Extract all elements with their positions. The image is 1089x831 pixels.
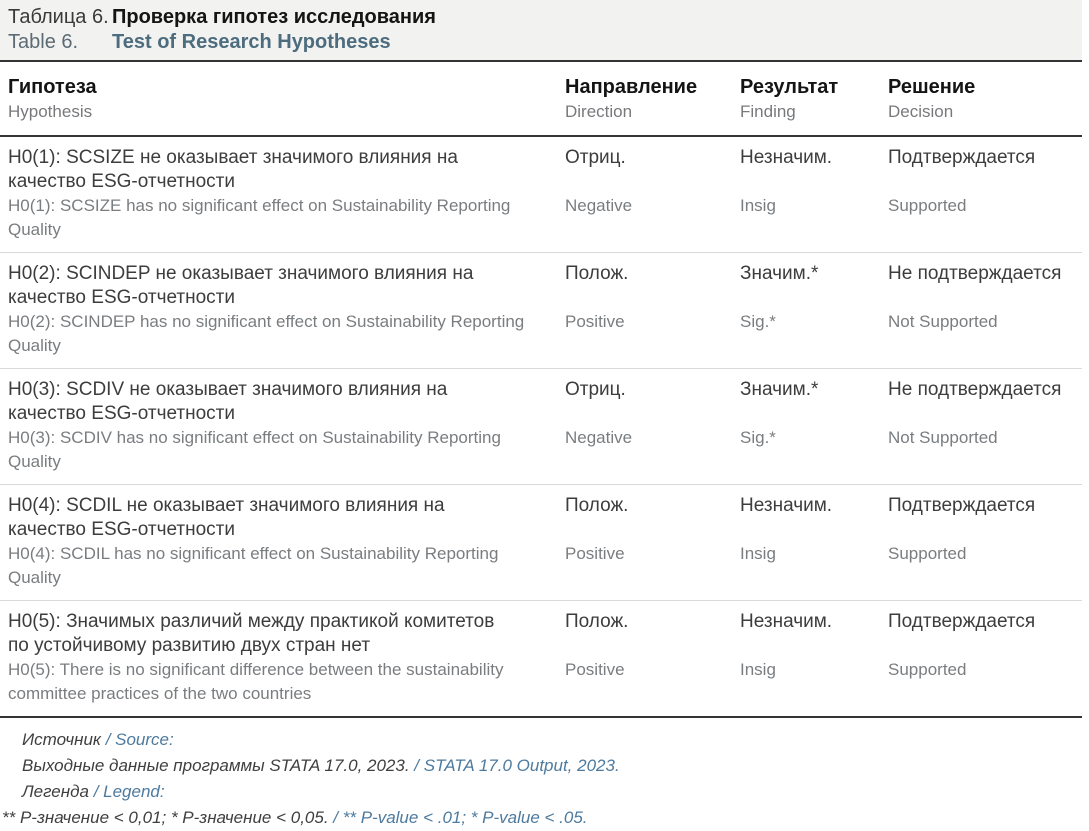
header-direction-en: Direction [565,102,633,121]
caption-line-ru [8,5,1082,30]
decision-ru: Подтверждается [888,147,1036,168]
table-header-row [0,62,1082,137]
table-row [0,369,1082,485]
direction-cell [565,610,740,706]
decision-cell [888,494,1082,590]
finding-en: Insig [740,660,776,679]
hypothesis-ru: H0(2): SCINDEP не оказывает значимого влияния на качество ESG-отчетности [8,263,474,308]
source-label-en: / Source: [105,730,174,749]
hypothesis-ru: H0(3): SCDIV не оказывает значимого влияния на качество ESG-отчетности [8,379,448,424]
decision-cell [888,378,1082,474]
finding-ru: Незначим. [740,611,833,632]
decision-en: Supported [888,660,967,679]
caption-label-ru: Таблица 6. [8,6,109,28]
finding-cell [740,378,888,474]
hypothesis-cell [0,146,565,242]
direction-ru: Отриц. [565,379,626,400]
header-decision-ru: Решение [888,76,976,98]
finding-ru: Значим.* [740,263,819,284]
finding-en: Insig [740,196,776,215]
finding-cell [740,494,888,590]
hypothesis-en: H0(3): SCDIV has no significant effect on Sustainability Reporting Quality [8,428,501,471]
legend-label-line [22,779,1082,805]
direction-en: Negative [565,196,633,215]
hypothesis-cell [0,262,565,358]
hypothesis-ru: H0(4): SCDIL не оказывает значимого влияния на качество ESG-отчетности [8,495,445,540]
hypotheses-table [0,62,1082,718]
caption-title-en: Test of Research Hypotheses [112,31,391,53]
direction-ru: Отриц. [565,147,626,168]
header-decision-en: Decision [888,102,954,121]
direction-en: Positive [565,544,625,563]
direction-cell [565,378,740,474]
decision-en: Supported [888,544,967,563]
finding-en: Sig.* [740,428,776,447]
direction-ru: Полож. [565,263,629,284]
header-finding [740,75,888,124]
finding-en: Sig.* [740,312,776,331]
hypothesis-cell [0,494,565,590]
finding-ru: Незначим. [740,495,833,516]
hypothesis-ru: H0(5): Значимых различий между практикой комитетов по устойчивому развитию двух стран нет [8,611,495,656]
decision-en: Not Supported [888,428,998,447]
table-row [0,253,1082,369]
legend-label-ru: Легенда [22,782,94,801]
header-finding-en: Finding [740,102,796,121]
direction-cell [565,262,740,358]
direction-ru: Полож. [565,495,629,516]
finding-cell [740,146,888,242]
caption-line-en [8,30,1082,55]
finding-ru: Незначим. [740,147,833,168]
decision-ru: Не подтверждается [888,263,1062,284]
hypothesis-ru: H0(1): SCSIZE не оказывает значимого влияния на качество ESG-отчетности [8,147,458,192]
table-row [0,601,1082,718]
decision-cell [888,262,1082,358]
finding-ru: Значим.* [740,379,819,400]
finding-en: Insig [740,544,776,563]
table-caption [0,0,1082,62]
legend-text-en: / ** P-value < .01; * P-value < .05. [328,808,588,827]
header-hypothesis [0,75,565,124]
direction-en: Positive [565,312,625,331]
hypothesis-en: H0(2): SCINDEP has no significant effect on Sustainability Reporting Quality [8,312,525,355]
legend-text-ru: ** P-значение < 0,01; * P-значение < 0,05. [2,808,329,827]
source-label-line [22,727,1082,753]
header-hypothesis-ru: Гипотеза [8,76,97,98]
table-row [0,485,1082,601]
source-text-ru: Выходные данные программы STATA 17.0, 2023. [22,756,415,775]
direction-ru: Полож. [565,611,629,632]
finding-cell [740,262,888,358]
source-text-en: / STATA 17.0 Output, 2023. [414,756,620,775]
caption-title-ru: Проверка гипотез исследования [112,6,436,28]
direction-cell [565,146,740,242]
decision-ru: Подтверждается [888,611,1036,632]
direction-cell [565,494,740,590]
decision-cell [888,146,1082,242]
hypothesis-en: H0(5): There is no significant difference between the sustainability committee practices of the two countries [8,660,504,703]
direction-en: Positive [565,660,625,679]
hypothesis-en: H0(4): SCDIL has no significant effect on Sustainability Reporting Quality [8,544,499,587]
hypothesis-en: H0(1): SCSIZE has no significant effect on Sustainability Reporting Quality [8,196,511,239]
direction-en: Negative [565,428,633,447]
source-line [22,753,1082,779]
decision-en: Supported [888,196,967,215]
header-direction [565,75,740,124]
legend-line [2,805,1082,831]
legend-label-en: / Legend: [93,782,165,801]
table-row [0,137,1082,253]
source-label-ru: Источник [22,730,106,749]
hypothesis-cell [0,610,565,706]
hypothesis-cell [0,378,565,474]
decision-cell [888,610,1082,706]
header-hypothesis-en: Hypothesis [8,102,93,121]
finding-cell [740,610,888,706]
header-decision [888,75,1082,124]
header-direction-ru: Направление [565,76,698,98]
decision-en: Not Supported [888,312,998,331]
decision-ru: Подтверждается [888,495,1036,516]
decision-ru: Не подтверждается [888,379,1062,400]
table-footnotes [0,718,1082,831]
header-finding-ru: Результат [740,76,839,98]
caption-label-en: Table 6. [8,31,79,53]
